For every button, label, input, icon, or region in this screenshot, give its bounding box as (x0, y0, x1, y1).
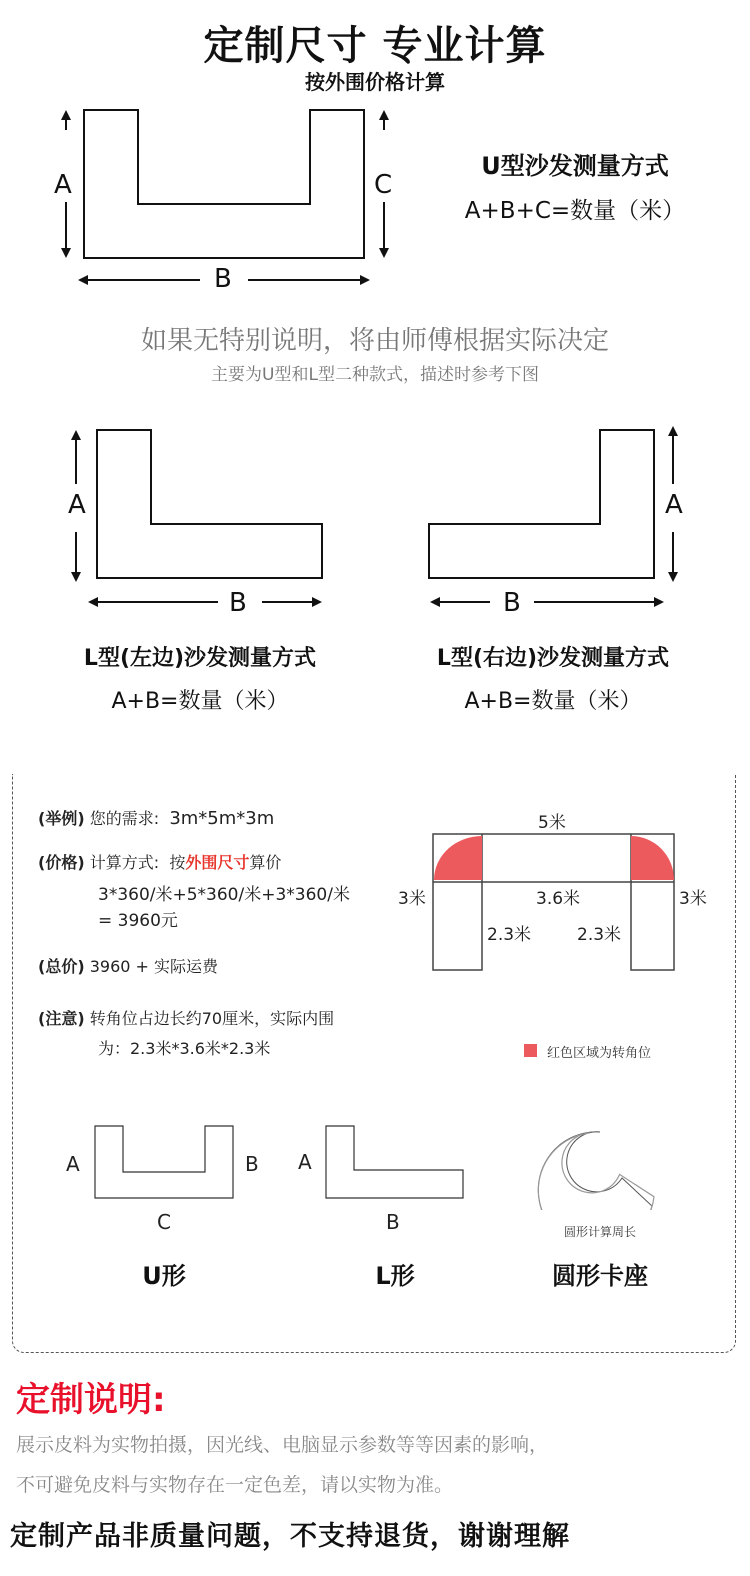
example-calc-line2: = 3960元 (98, 911, 178, 931)
l-left-label-b: B (229, 588, 247, 618)
l-shape-caption: L形 (375, 1262, 415, 1290)
legend-swatch (524, 1044, 537, 1057)
u-shape-label-b: B (245, 1152, 259, 1176)
note-styles: 主要为U型和L型二种款式，描述时参考下图 (211, 365, 539, 385)
example-total: (总价) 3960 + 实际运费 (38, 957, 219, 976)
round-shape-caption: 圆形卡座 (552, 1262, 648, 1290)
shape-icons (0, 1120, 750, 1210)
note-default: 如果无特别说明，将由师傅根据实际决定 (140, 326, 609, 356)
diagram-right-label: 3米 (679, 889, 707, 909)
diagram-inner-left-label: 2.3米 (487, 925, 532, 945)
l-shape-icon (326, 1126, 463, 1198)
l-right-label-a: A (665, 490, 683, 520)
legend-label: 红色区域为转角位 (547, 1046, 652, 1061)
round-shape-note: 圆形计算周长 (563, 1225, 636, 1239)
l-right-formula: A+B=数量（米） (464, 689, 642, 714)
l-right-outline (429, 430, 654, 578)
u-label-a: A (54, 170, 72, 200)
diagram-inner-label: 3.6米 (536, 889, 581, 909)
u-shape-icon (95, 1126, 233, 1198)
example-note-line2: 为：2.3米*3.6米*2.3米 (98, 1039, 271, 1058)
example-price: (价格) 计算方式: 按外围尺寸算价 (38, 853, 282, 872)
l-shape-label-b: B (386, 1210, 400, 1234)
u-shape-label-c: C (157, 1210, 171, 1234)
u-formula: A+B+C=数量（米） (464, 198, 686, 224)
l-shape-label-a: A (298, 1150, 312, 1174)
u-shape-label-a: A (66, 1152, 80, 1176)
diagram-inner-right-label: 2.3米 (577, 925, 622, 945)
diagram-left-label: 3米 (398, 889, 426, 909)
l-left-label-a: A (68, 490, 86, 520)
round-shape-icon (538, 1132, 652, 1210)
u-shape-caption: U形 (142, 1262, 186, 1290)
u-label-c: C (374, 170, 393, 200)
l-right-label-b: B (503, 588, 521, 618)
example-demand: (举例) 您的需求: 3m*5m*3m (38, 808, 275, 829)
custom-title: 定制说明: (16, 1380, 166, 1420)
custom-final-notice: 定制产品非质量问题，不支持退货，谢谢理解 (10, 1521, 570, 1552)
diagram-top-label: 5米 (538, 813, 566, 833)
u-caption: U型沙发测量方式 (481, 152, 669, 180)
u-label-b: B (214, 264, 232, 294)
custom-line-2: 不可避免皮料与实物存在一定色差，请以实物为准。 (16, 1474, 454, 1496)
l-right-caption: L型(右边)沙发测量方式 (436, 646, 670, 671)
custom-line-1: 展示皮料为实物拍摄，因光线、电脑显示参数等等因素的影响， (16, 1434, 549, 1456)
page-title: 定制尺寸 专业计算 (203, 23, 547, 69)
l-sofa-diagrams (0, 420, 750, 620)
l-left-formula: A+B=数量（米） (111, 689, 289, 714)
example-calc-line1: 3*360/米+5*360/米+3*360/米 (98, 885, 350, 905)
l-left-outline (97, 430, 322, 578)
page-subtitle: 按外围价格计算 (305, 70, 445, 94)
example-note: (注意) 转角位占边长约70厘米，实际内围 (38, 1009, 335, 1028)
l-left-caption: L型(左边)沙发测量方式 (83, 646, 317, 671)
u-sofa-outline (84, 110, 364, 258)
